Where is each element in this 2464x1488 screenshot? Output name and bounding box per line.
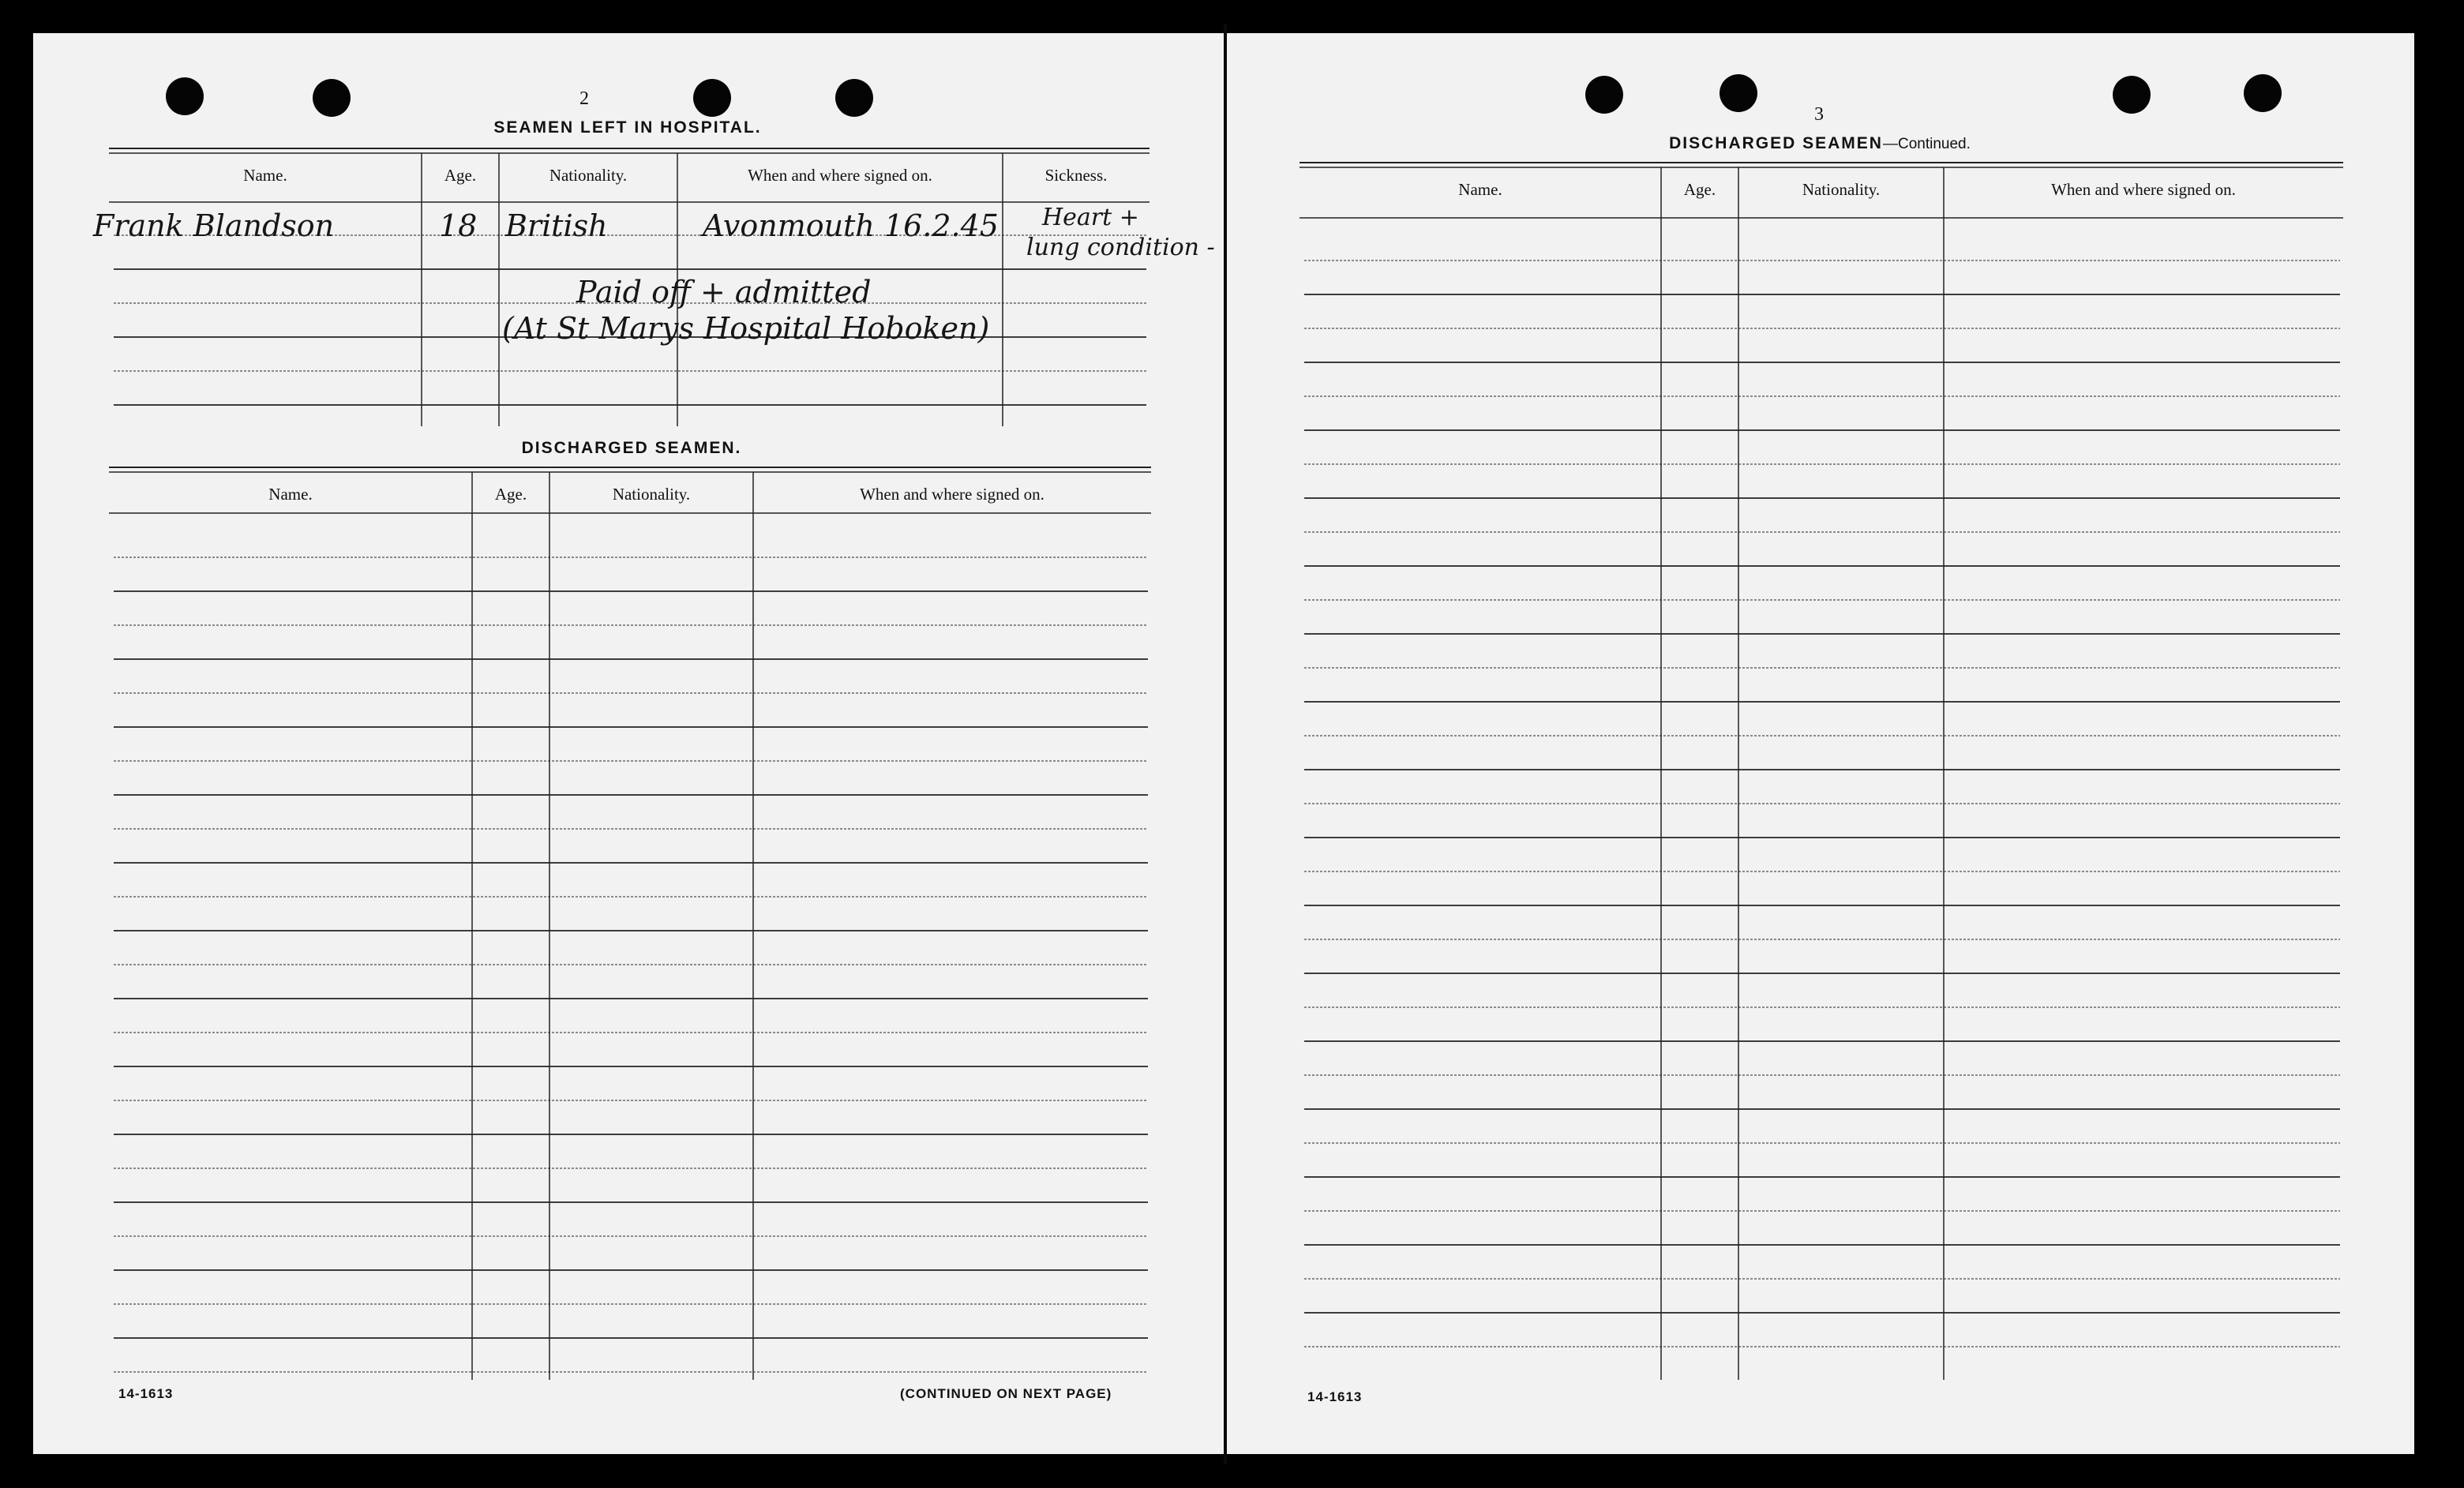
continued-note: (CONTINUED ON NEXT PAGE) (900, 1386, 1112, 1401)
handwritten-sickness-line1: Heart + (1042, 204, 1139, 231)
form-number: 14-1613 (1307, 1389, 1363, 1404)
discharged-continued-title (1563, 134, 2076, 153)
handwritten-signed-on: Avonmouth 16.2.45 (703, 208, 999, 243)
handwritten-nationality: British (505, 208, 608, 243)
binder-hole (1720, 74, 1757, 112)
title-sub: —Continued. (1882, 136, 1971, 152)
header-nationality: Nationality. (612, 485, 691, 504)
header-name: Name. (268, 485, 313, 504)
header-sickness: Sickness. (1044, 166, 1108, 185)
handwritten-sickness-line2: lung condition - (1026, 234, 1215, 261)
binder-hole (2244, 74, 2282, 112)
header-signed-on: When and where signed on. (860, 485, 1044, 504)
binder-hole (693, 79, 731, 117)
header-age: Age. (444, 166, 477, 185)
binder-hole (313, 79, 351, 117)
binder-hole (1585, 76, 1623, 114)
binder-hole (835, 79, 873, 117)
binder-hole (2113, 76, 2151, 114)
discharged-section-title: DISCHARGED SEAMEN. (521, 439, 742, 457)
page-number: 3 (1814, 104, 1824, 125)
form-number: 14-1613 (118, 1386, 174, 1401)
handwritten-note-line2: (At St Marys Hospital Hoboken) (502, 311, 990, 346)
page-gutter (1224, 24, 1227, 1464)
header-name: Name. (243, 166, 287, 185)
header-signed-on: When and where signed on. (748, 166, 932, 185)
handwritten-age: 18 (439, 208, 478, 243)
right-page (1225, 33, 2414, 1454)
header-signed-on: When and where signed on. (2051, 180, 2236, 199)
header-age: Age. (1683, 180, 1716, 199)
title-main: DISCHARGED SEAMEN (1669, 134, 1883, 152)
binder-hole (166, 77, 204, 115)
header-name: Name. (1458, 180, 1502, 199)
header-nationality: Nationality. (1802, 180, 1881, 199)
hospital-section-title: SEAMEN LEFT IN HOSPITAL. (493, 118, 762, 137)
handwritten-note-line1: Paid off + admitted (576, 275, 872, 309)
page-number: 2 (579, 88, 589, 109)
header-nationality: Nationality. (549, 166, 628, 185)
handwritten-name: Frank Blandson (93, 208, 335, 243)
header-age: Age. (494, 485, 527, 504)
